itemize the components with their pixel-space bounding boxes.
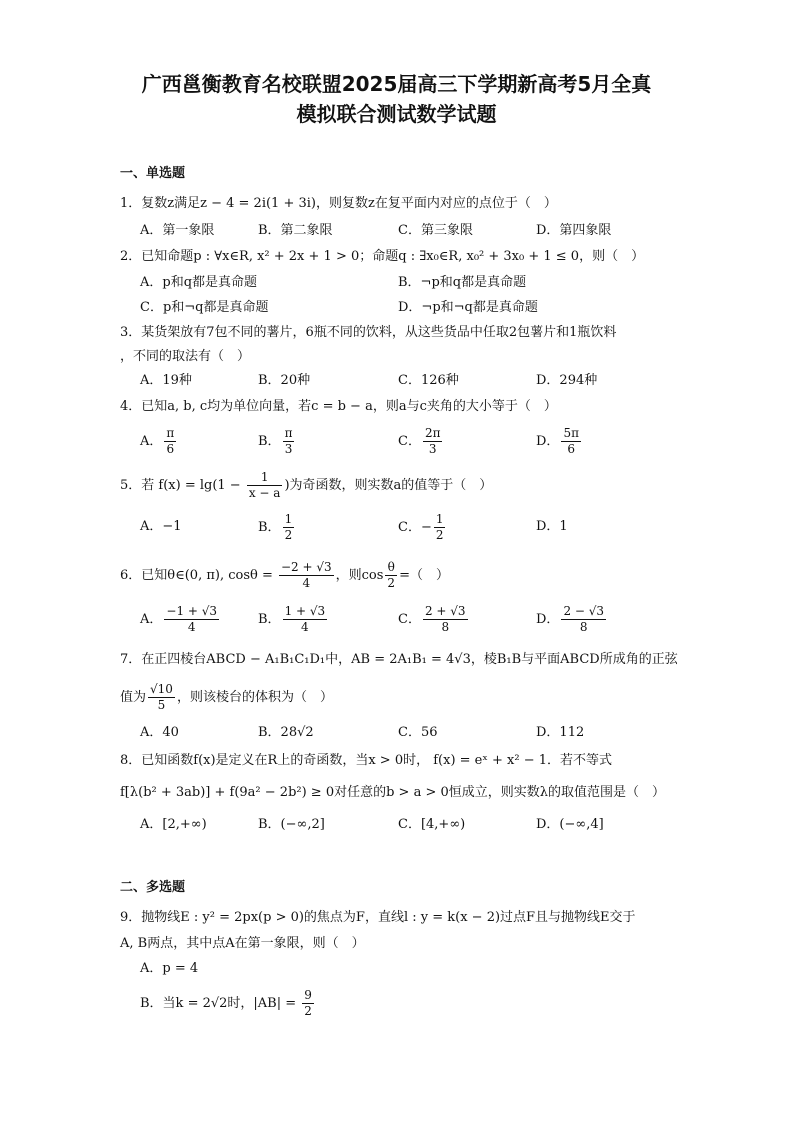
fraction [561,426,581,457]
fraction-denominator: 3 [284,442,293,456]
fraction-denominator: 2 [387,576,396,590]
question-6-stem-mid: ，则cos [335,568,384,583]
fraction [283,512,295,543]
question-5-stem [120,470,492,501]
question-7-stem-line2 [120,682,333,713]
question-3-option-d: D．294种 [536,373,598,388]
fraction-numerator: −1 + √3 [166,604,218,618]
fraction-numerator: 1 + √3 [284,604,326,618]
question-8-option-a: A．[2,+∞) [140,817,207,832]
question-1-option-d: D．第四象限 [536,223,612,238]
question-8-option-c: C．[4,+∞) [398,817,466,832]
question-4-option-d [536,426,583,457]
question-7-option-b: B．28√2 [258,725,314,740]
fraction [247,470,283,501]
question-6-option-c [398,604,470,635]
page-title-line2: 模拟联合测试数学试题 [296,102,497,126]
option-label: B． [258,520,281,535]
fraction [283,604,328,635]
page-title-line1: 广西邕衡教育名校联盟2025届高三下学期新高考5月全真 [141,72,652,96]
fraction-denominator: 3 [428,442,437,456]
question-8-option-d: D．(−∞,4] [536,817,604,832]
fraction-denominator: 6 [567,442,576,456]
question-5-option-d: D．1 [536,519,568,534]
question-6-stem-pre: 6．已知θ∈(0, π), cosθ = [120,568,277,583]
question-8-stem-line1: 8．已知函数f(x)是定义在R上的奇函数，当x > 0时， f(x) = eˣ + x² − 1．若不等式 [120,753,613,768]
question-9-stem-line1: 9．抛物线E : y² = 2px(p > 0)的焦点为F，直线l : y = k(x − 2)过点F且与抛物线E交于 [120,910,636,925]
question-3-option-b: B．20种 [258,373,311,388]
fraction [434,512,446,543]
question-4-option-b [258,426,296,457]
question-6-stem-post: =（ ） [399,568,449,583]
fraction [279,560,334,591]
option-label: B． [258,612,281,627]
fraction-numerator: 5π [563,426,579,440]
question-6-stem [120,560,449,591]
question-1-option-a: A．第一象限 [140,223,215,238]
fraction-denominator: 5 [157,698,166,712]
fraction-denominator: x − a [248,486,281,500]
fraction-denominator: 2 [284,528,293,542]
fraction-denominator: 8 [579,620,588,634]
option-label: D． [536,434,560,449]
question-3-stem-line1: 3．某货架放有7包不同的薯片，6瓶不同的饮料，从这些货品中任取2包薯片和1瓶饮料 [120,325,617,340]
fraction [164,604,219,635]
question-4-option-a [140,426,178,457]
question-4-stem: 4．已知a, b, c均为单位向量，若c = b − a，则a与c夹角的大小等于（ ） [120,399,557,414]
question-9-option-b-pre: B．当k = 2√2时，|AB| = [140,996,301,1011]
question-9-stem-line2: A, B两点，其中点A在第一象限，则（ ） [120,936,365,951]
fraction-denominator: 2 [435,528,444,542]
question-7-stem-line1: 7．在正四棱台ABCD − A₁B₁C₁D₁中，AB = 2A₁B₁ = 4√3，棱B₁B与平面ABCD所成角的正弦 [120,652,678,667]
fraction-denominator: 4 [302,576,311,590]
fraction-numerator: 1 [435,512,444,526]
fraction [423,426,443,457]
question-5-stem-post: )为奇函数，则实数a的值等于（ ） [284,478,493,493]
fraction [164,426,176,457]
fraction [385,560,397,591]
question-1-option-b: B．第二象限 [258,223,333,238]
option-label: B． [258,434,281,449]
question-2-option-a: A．p和q都是真命题 [140,275,258,290]
fraction [283,426,295,457]
question-2-option-c: C．p和¬q都是真命题 [140,300,269,315]
fraction-denominator: 2 [304,1004,312,1018]
option-label: C． [398,434,421,449]
fraction [302,988,314,1019]
question-6-option-a [140,604,221,635]
fraction-numerator: 2 + √3 [424,604,466,618]
question-7-stem-pre: 值为 [120,690,147,705]
question-3-option-a: A．19种 [140,373,192,388]
fraction-denominator: 4 [301,620,309,634]
fraction-denominator: 6 [166,442,175,456]
question-6-option-d [536,604,608,635]
question-5-option-b [258,512,296,543]
question-6-option-b [258,604,329,635]
question-9-option-a: A．p = 4 [140,961,199,976]
question-1-option-c: C．第三象限 [398,223,473,238]
fraction-numerator: 2 − √3 [563,604,605,618]
question-3-option-c: C．126种 [398,373,459,388]
fraction [423,604,468,635]
question-3-stem-line2: ，不同的取法有（ ） [120,349,251,364]
fraction-numerator: −2 + √3 [280,560,332,574]
option-label: A． [140,612,163,627]
fraction-denominator: 8 [441,620,450,634]
fraction-numerator: θ [385,560,397,576]
fraction-numerator: 1 [247,470,283,486]
question-9-option-b [140,988,316,1019]
fraction-numerator: 1 [284,512,293,526]
fraction-numerator: π [166,426,175,440]
fraction [561,604,606,635]
question-7-option-c: C．56 [398,725,438,740]
option-label: D． [536,612,560,627]
fraction [148,682,175,713]
question-5-stem-pre: 5．若 f(x) = lg(1 − [120,478,245,493]
question-7-stem-post: ，则该棱台的体积为（ ） [176,690,333,705]
question-2-option-b: B．¬p和q都是真命题 [398,275,527,290]
fraction-denominator: 4 [187,620,196,634]
option-label: C．− [398,520,432,535]
question-2-stem: 2．已知命题p : ∀x∈R, x² + 2x + 1 > 0；命题q : ∃x₀∈R, x₀² + 3x₀ + 1 ≤ 0，则（ ） [120,249,645,264]
option-label: C． [398,612,421,627]
question-5-option-a: A．−1 [140,519,182,534]
fraction-numerator: 2π [424,426,441,440]
option-label: A． [140,434,163,449]
fraction-numerator: 9 [304,988,312,1002]
question-5-option-c [398,512,447,543]
question-8-stem-line2: f[λ(b² + 3ab)] + f(9a² − 2b²) ≥ 0对任意的b > a > 0恒成立，则实数λ的取值范围是（ ） [120,785,666,800]
question-7-option-a: A．40 [140,725,179,740]
question-4-option-c [398,426,444,457]
question-1-stem: 1．复数z满足z − 4 = 2i(1 + 3i)，则复数z在复平面内对应的点位于（ ） [120,196,557,211]
question-8-option-b: B．(−∞,2] [258,817,325,832]
section-heading-multiple-choice: 二、多选题 [120,880,186,895]
question-2-option-d: D．¬p和¬q都是真命题 [398,300,538,315]
question-7-option-d: D．112 [536,725,585,740]
fraction-numerator: √10 [150,682,173,696]
fraction-numerator: π [284,426,293,440]
section-heading-single-choice: 一、单选题 [120,166,186,181]
